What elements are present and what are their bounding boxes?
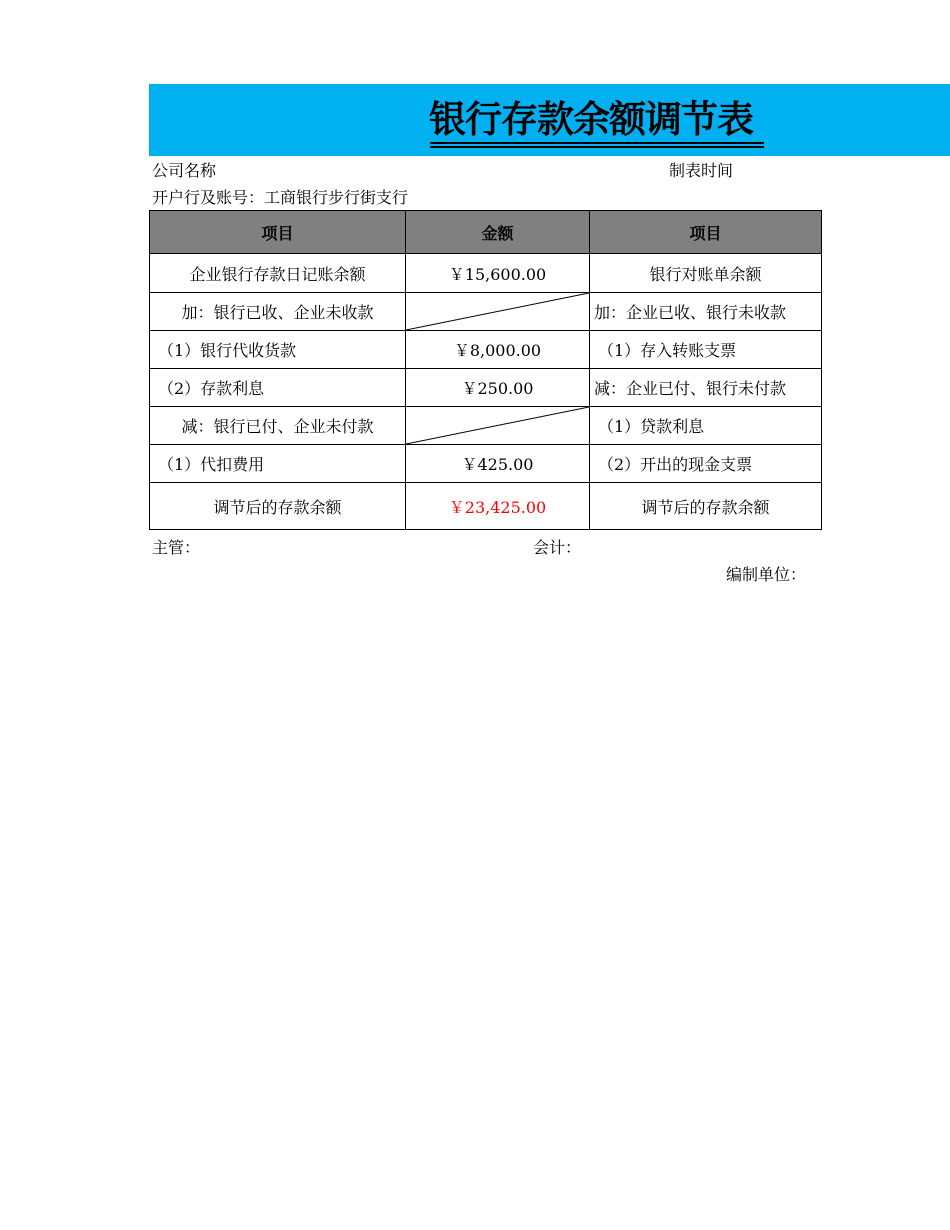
supervisor-label: 主管：: [152, 538, 201, 557]
table-row: [150, 407, 822, 445]
cell-amount: ￥250.00: [406, 369, 590, 407]
cell-amount-diagonal: [406, 293, 590, 331]
page-title: 银行存款余额调节表: [429, 98, 753, 141]
cell-amount-total: ￥23,425.00: [406, 483, 590, 530]
cell-item-left: 企业银行存款日记账余额: [150, 254, 406, 293]
cell-item-right: （1）贷款利息: [590, 407, 822, 445]
cell-amount-diagonal: [406, 407, 590, 445]
table-header-row: [150, 211, 822, 254]
title-underline: [430, 146, 764, 148]
cell-item-left: 减：银行已付、企业未付款: [150, 407, 406, 445]
column-header-item-left: 项目: [150, 211, 406, 254]
column-header-amount: 金额: [406, 211, 590, 254]
cell-item-left: 加：银行已收、企业未收款: [150, 293, 406, 331]
accountant-label: 会计：: [533, 538, 582, 557]
cell-item-left: （1）代扣费用: [150, 445, 406, 483]
table-row: [150, 293, 822, 331]
table-row: [150, 369, 822, 407]
cell-item-right: 调节后的存款余额: [590, 483, 822, 530]
prepared-date-label: 制表时间: [669, 161, 734, 180]
diagonal-line: [406, 407, 589, 444]
table-row: [150, 331, 822, 369]
title-banner: [149, 84, 950, 156]
table-row: [150, 445, 822, 483]
title-underline: [430, 142, 764, 144]
cell-item-right: 银行对账单余额: [590, 254, 822, 293]
cell-item-right: 加：企业已收、银行未收款: [590, 293, 822, 331]
table-row-total: [150, 483, 822, 530]
reconciliation-table: [149, 210, 822, 530]
prepared-by-label: 编制单位：: [726, 565, 807, 584]
column-header-item-right: 项目: [590, 211, 822, 254]
company-name-label: 公司名称: [152, 161, 217, 180]
cell-item-left: （1）银行代收货款: [150, 331, 406, 369]
cell-item-right: （1）存入转账支票: [590, 331, 822, 369]
cell-amount: ￥425.00: [406, 445, 590, 483]
bank-account-label: 开户行及账号：工商银行步行街支行: [152, 188, 409, 207]
diagonal-line: [406, 293, 589, 330]
table-row: [150, 254, 822, 293]
cell-item-right: 减：企业已付、银行未付款: [590, 369, 822, 407]
cell-amount: ￥8,000.00: [406, 331, 590, 369]
cell-item-left: （2）存款利息: [150, 369, 406, 407]
cell-amount: ￥15,600.00: [406, 254, 590, 293]
cell-item-left: 调节后的存款余额: [150, 483, 406, 530]
cell-item-right: （2）开出的现金支票: [590, 445, 822, 483]
